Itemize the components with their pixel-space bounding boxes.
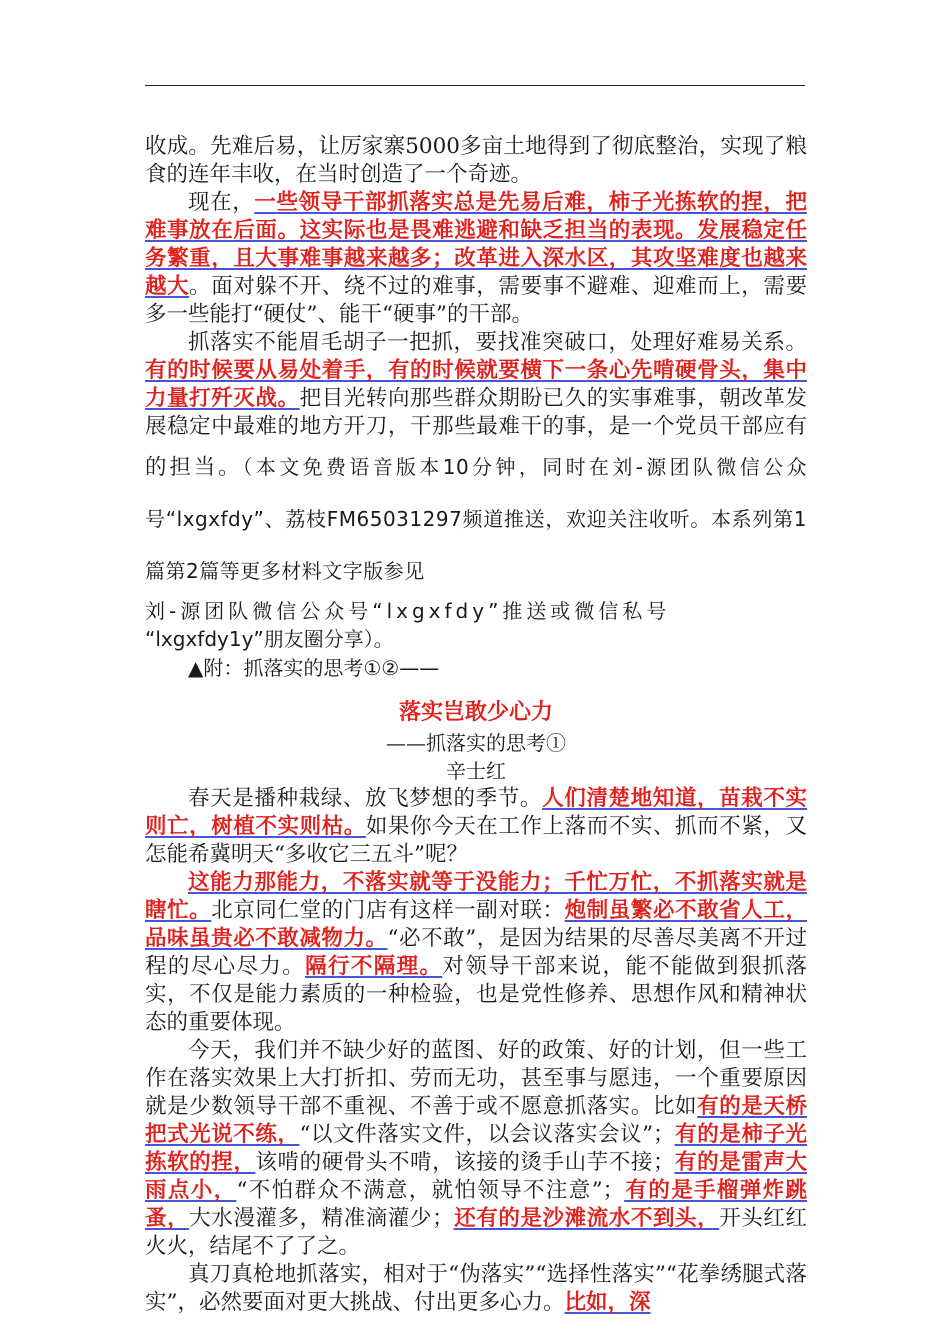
header-rule — [145, 85, 805, 86]
highlight: 有的是柿子光拣软的捏， — [145, 1122, 807, 1175]
note-text: （本文免费语音版本10分钟，同时在刘-源团队微信公众号“lxgxfdy”、荔枝FM65031297频道推送，欢迎关注收听。本系列第1篇第2篇等更多材料文字版参见 — [145, 455, 807, 583]
highlight: 比如，深 — [564, 1290, 651, 1315]
paragraph-intro: 收成。先难后易，让厉家寨5000多亩土地得到了彻底整治，实现了粮食的连年丰收，在当时创造了一个奇迹。 — [145, 134, 807, 187]
paragraph-breakthrough: 抓落实不能眉毛胡子一把抓，要找准突破口，处理好难易关系。有的时候要从易处着手，有的时候就要横下一条心先啃硬骨头，集中力量打歼灭战。把目光转向那些群众期盼已久的实事难事，朝改革发展稳定中最难的地方开刀，干那些最难干的事，是一个党员干部应有的担当。（本文免费语音版本10分钟，同时在刘-源团队微信公众号“lxgxfdy”、荔枝FM65031297频道推送，欢迎关注收听。本系列第1篇第2篇等更多材料文字版参见 — [145, 330, 807, 583]
article-paragraph-4: 真刀真枪地抓落实，相对于“伪落实”“选择性落实”“花拳绣腿式落实”，必然要面对更大挑战、付出更多心力。比如，深 — [145, 1262, 807, 1315]
paragraph-hard-tasks: 现在，一些领导干部抓落实总是先易后难，柿子光拣软的捏，把难事放在后面。这实际也是畏难逃避和缺乏担当的表现。发展稳定任务繁重，且大事难事越来越多；改革进入深水区，其攻坚难度也越来越大。面对躲不开、绕不过的难事，需要事不避难、迎难而上，需要多一些能打“硬仗”、能干“硬事”的干部。 — [145, 190, 807, 327]
highlight: 人们清楚地知道，苗栽不实则亡，树植不实则枯。 — [145, 786, 807, 839]
attachment-heading: ▲附：抓落实的思考①②—— — [188, 656, 440, 680]
article-title: 落实岂敢少心力 — [398, 699, 553, 725]
highlight: 炮制虽繁必不敢省人工，品味虽贵必不敢减物力。 — [145, 898, 807, 951]
highlight: 隔行不隔理。 — [305, 954, 443, 979]
highlight: 一些领导干部抓落实总是先易后难，柿子光拣软的捏，把难事放在后面。这实际也是畏难逃避和缺乏担当的表现。发展稳定任务繁重，且大事难事越来越多；改革进入深水区，其攻坚难度也越来越大 — [145, 190, 807, 299]
highlight: 还有的是沙滩流水不到头， — [453, 1206, 720, 1231]
document-page — [145, 133, 807, 1317]
highlight: 有的是手榴弹炸跳蚤， — [145, 1178, 807, 1231]
article-paragraph-3: 今天，我们并不缺少好的蓝图、好的政策、好的计划，但一些工作在落实效果上大打折扣、劳而无功，甚至事与愿违，一个重要原因就是少数领导干部不重视、不善于或不愿意抓落实。比如有的是天桥把式光说不练，“以文件落实文件，以会议落实会议”；有的是柿子光拣软的捏，该啃的硬骨头不啃，该接的烫手山芋不接；有的是雷声大雨点小，“不怕群众不满意，就怕领导不注意”；有的是手榴弹炸跳蚤，大水漫灌多，精准滴灌少；还有的是沙滩流水不到头，开头红红火火，结尾不了了之。 — [145, 1038, 807, 1259]
highlight: 有的是天桥把式光说不练， — [145, 1094, 807, 1147]
note-continued: 刘-源团队微信公众号“lxgxfdy”推送或微信私号 — [145, 599, 671, 623]
note-end: “lxgxfdy1y”朋友圈分享）。 — [145, 627, 394, 651]
highlight: 有的时候要从易处着手，有的时候就要横下一条心先啃硬骨头，集中力量打歼灭战。 — [145, 358, 807, 411]
highlight: 有的是雷声大雨点小， — [145, 1150, 807, 1203]
article-paragraph-1: 春天是播种栽绿、放飞梦想的季节。人们清楚地知道，苗栽不实则亡，树植不实则枯。如果你今天在工作上落而不实、抓而不紧，又怎能希冀明天“多收它三五斗”呢？ — [145, 786, 807, 867]
highlight: 这能力那能力，不落实就等于没能力；千忙万忙，不抓落实就是瞎忙。 — [145, 870, 807, 923]
article-author: 辛士红 — [446, 759, 506, 783]
article-subtitle: ——抓落实的思考① — [386, 731, 566, 755]
article-paragraph-2: 这能力那能力，不落实就等于没能力；千忙万忙，不抓落实就是瞎忙。北京同仁堂的门店有这样一副对联：炮制虽繁必不敢省人工，品味虽贵必不敢减物力。“必不敢”，是因为结果的尽善尽美离不开过程的尽心尽力。隔行不隔理。对领导干部来说，能不能做到狠抓落实，不仅是能力素质的一种检验，也是党性修养、思想作风和精神状态的重要体现。 — [145, 870, 807, 1035]
